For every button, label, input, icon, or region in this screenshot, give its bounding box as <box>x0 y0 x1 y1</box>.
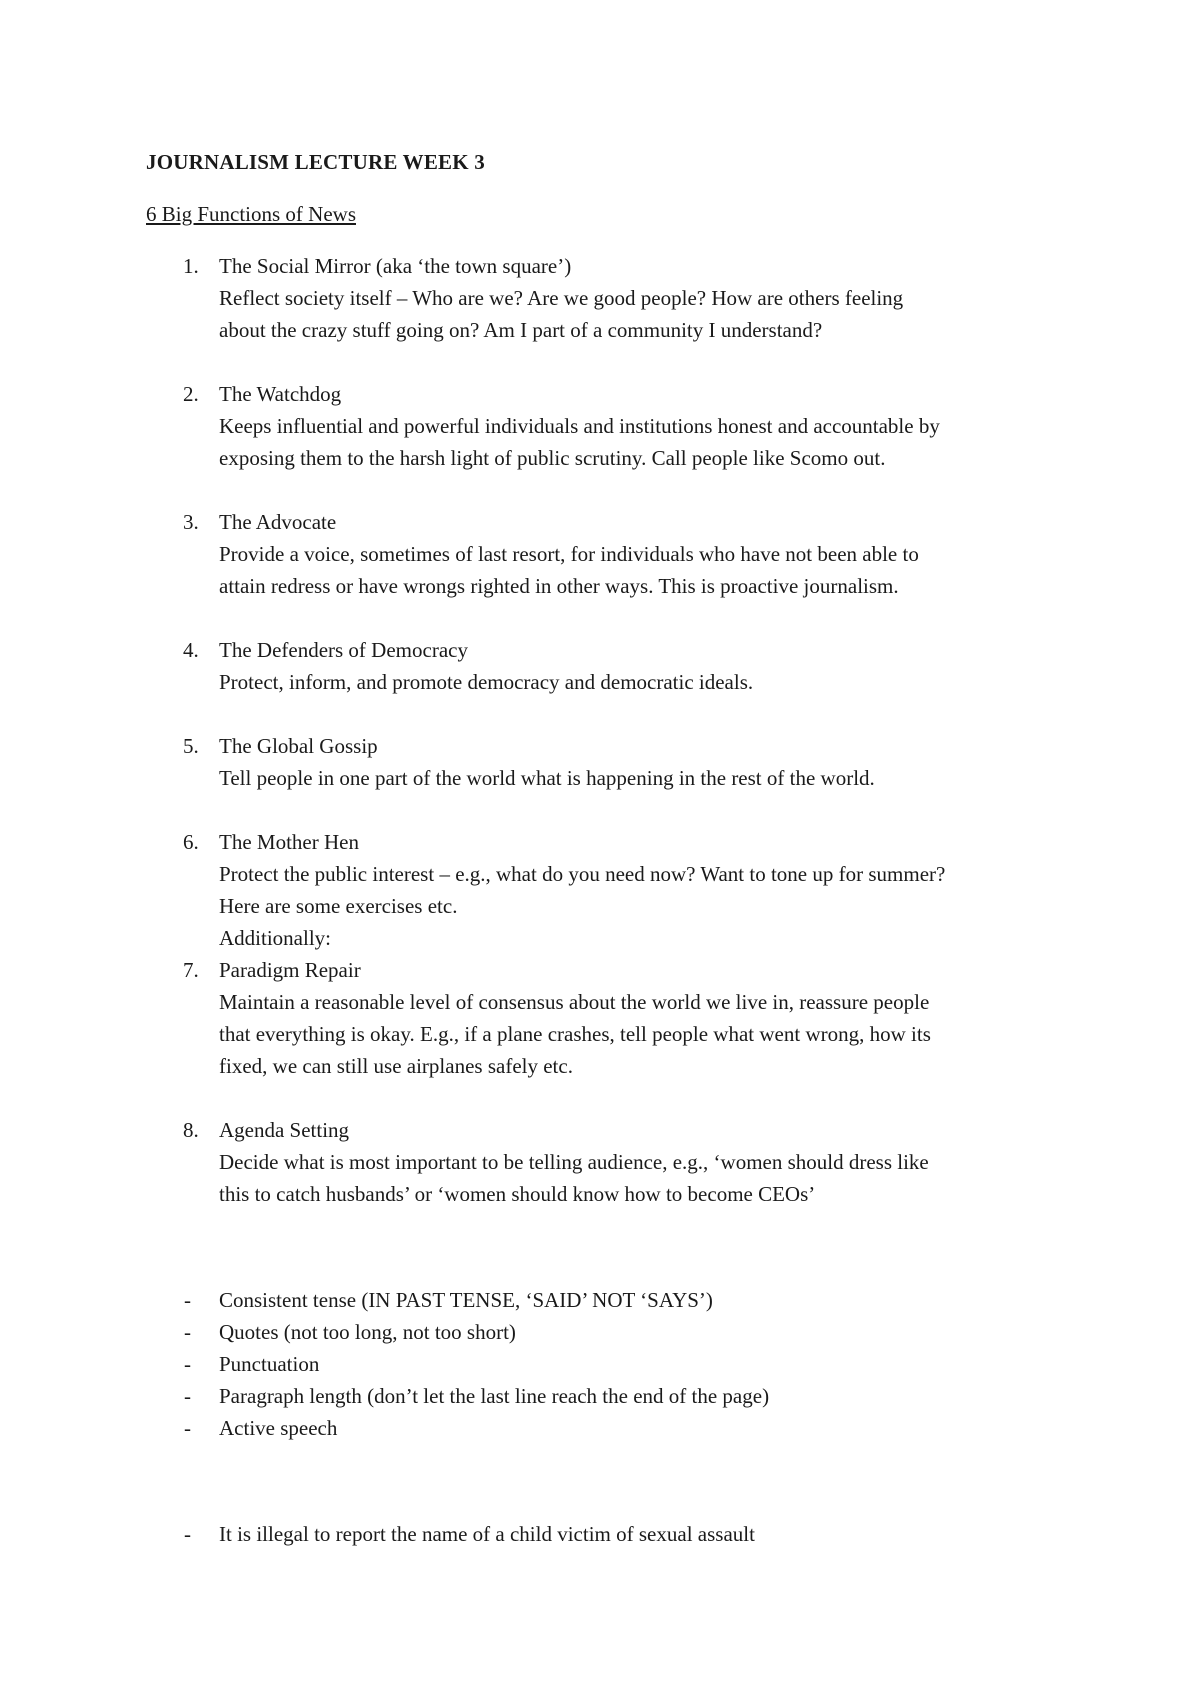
function-line: Protect the public interest – e.g., what do you need now? Want to tone up for summer? <box>219 862 946 886</box>
function-item-3 <box>146 506 1086 602</box>
dash-bullet: - <box>184 1288 191 1312</box>
function-line: Protect, inform, and promote democracy and democratic ideals. <box>219 670 754 694</box>
dash-bullet: - <box>184 1384 191 1408</box>
function-heading: Paradigm Repair <box>219 958 361 982</box>
function-number: 1. <box>183 254 199 278</box>
function-heading: The Mother Hen <box>219 830 359 854</box>
function-line: Tell people in one part of the world what is happening in the rest of the world. <box>219 766 875 790</box>
function-heading: The Advocate <box>219 510 337 534</box>
function-line: exposing them to the harsh light of public scrutiny. Call people like Scomo out. <box>219 446 886 470</box>
document-page <box>146 146 1086 1550</box>
function-heading: The Social Mirror (aka ‘the town square’) <box>219 254 572 278</box>
checklist-text: Consistent tense (IN PAST TENSE, ‘SAID’ NOT ‘SAYS’) <box>219 1288 713 1312</box>
checklist-text: Paragraph length (don’t let the last line reach the end of the page) <box>219 1384 770 1408</box>
writing-checklist <box>146 1284 1086 1444</box>
functions-list <box>146 250 1086 1210</box>
function-number: 4. <box>183 638 199 662</box>
function-line: fixed, we can still use airplanes safely etc. <box>219 1054 573 1078</box>
function-item-6 <box>146 826 1086 954</box>
checklist-item <box>146 1284 1086 1316</box>
function-item-7 <box>146 954 1086 1082</box>
function-line: Additionally: <box>219 926 331 950</box>
checklist-item <box>146 1348 1086 1380</box>
function-heading: The Global Gossip <box>219 734 378 758</box>
function-heading: The Defenders of Democracy <box>219 638 468 662</box>
legal-note-item <box>146 1518 1086 1550</box>
function-number: 6. <box>183 830 199 854</box>
function-line: this to catch husbands’ or ‘women should know how to become CEOs’ <box>219 1182 816 1206</box>
function-line: attain redress or have wrongs righted in other ways. This is proactive journalism. <box>219 574 899 598</box>
legal-note-list <box>146 1518 1086 1550</box>
checklist-text: Quotes (not too long, not too short) <box>219 1320 516 1344</box>
function-number: 5. <box>183 734 199 758</box>
checklist-text: Active speech <box>219 1416 338 1440</box>
dash-bullet: - <box>184 1416 191 1440</box>
checklist-item <box>146 1412 1086 1444</box>
function-number: 7. <box>183 958 199 982</box>
function-line: Decide what is most important to be telling audience, e.g., ‘women should dress like <box>219 1150 929 1174</box>
function-heading: Agenda Setting <box>219 1118 350 1142</box>
function-item-1 <box>146 250 1086 346</box>
legal-note-text: It is illegal to report the name of a child victim of sexual assault <box>219 1522 755 1546</box>
function-item-5 <box>146 730 1086 794</box>
function-heading: The Watchdog <box>219 382 342 406</box>
function-number: 2. <box>183 382 199 406</box>
function-item-8 <box>146 1114 1086 1210</box>
document-title: JOURNALISM LECTURE WEEK 3 <box>146 150 485 174</box>
document-subtitle: 6 Big Functions of News <box>146 202 356 226</box>
dash-bullet: - <box>184 1352 191 1376</box>
function-line: Maintain a reasonable level of consensus about the world we live in, reassure people <box>219 990 930 1014</box>
checklist-text: Punctuation <box>219 1352 320 1376</box>
dash-bullet: - <box>184 1320 191 1344</box>
function-item-4 <box>146 634 1086 698</box>
function-line: about the crazy stuff going on? Am I part of a community I understand? <box>219 318 823 342</box>
function-line: Provide a voice, sometimes of last resort, for individuals who have not been able to <box>219 542 919 566</box>
function-item-2 <box>146 378 1086 474</box>
checklist-item <box>146 1380 1086 1412</box>
function-line: that everything is okay. E.g., if a plane crashes, tell people what went wrong, how its <box>219 1022 931 1046</box>
function-line: Here are some exercises etc. <box>219 894 458 918</box>
function-number: 8. <box>183 1118 199 1142</box>
function-line: Keeps influential and powerful individuals and institutions honest and accountable by <box>219 414 940 438</box>
checklist-item <box>146 1316 1086 1348</box>
function-line: Reflect society itself – Who are we? Are we good people? How are others feeling <box>219 286 904 310</box>
dash-bullet: - <box>184 1522 191 1546</box>
function-number: 3. <box>183 510 199 534</box>
